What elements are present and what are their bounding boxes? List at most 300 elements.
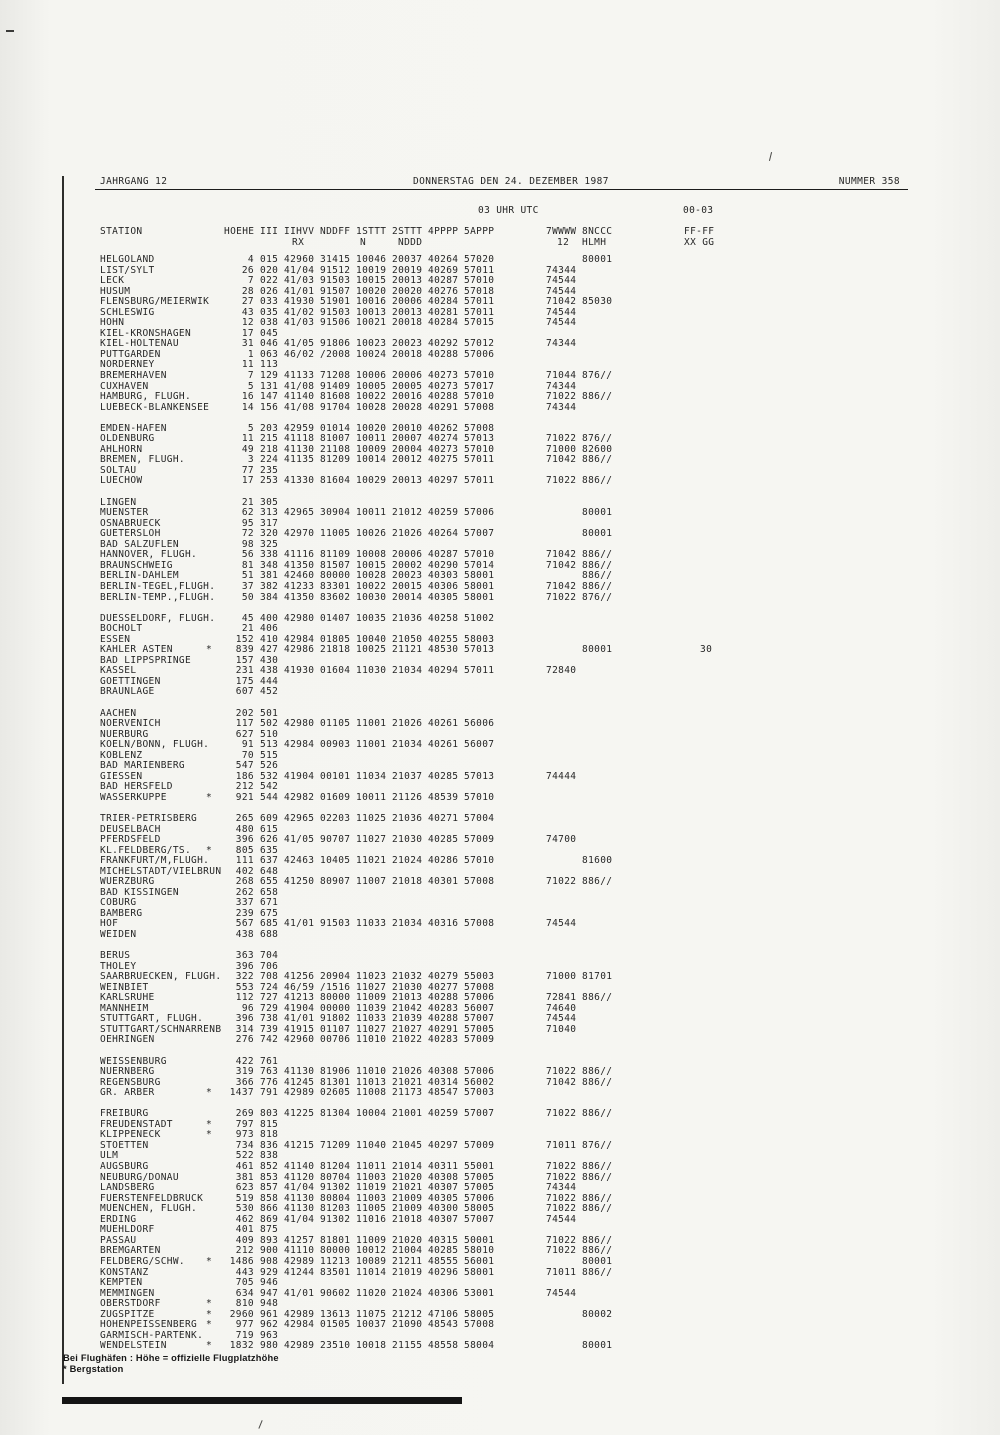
cell-t1: 10015 xyxy=(356,275,387,287)
cell-name: BAD HERSFELD xyxy=(100,781,173,793)
cell-t1: 10019 xyxy=(356,264,387,276)
cell-w7: 74344 xyxy=(546,264,577,276)
cell-t2: 21026 xyxy=(392,718,423,730)
station-table xyxy=(100,255,980,1352)
cell-n8: 876// xyxy=(582,370,613,382)
cell-nddff: 91503 xyxy=(320,918,351,930)
cell-p5: 57010 xyxy=(464,855,495,867)
cell-p4: 40305 xyxy=(428,591,459,603)
table-row xyxy=(100,666,980,677)
cell-t2: 20012 xyxy=(392,454,423,466)
table-row xyxy=(100,1194,980,1205)
cell-iii: 763 xyxy=(260,1066,279,1078)
table-row xyxy=(100,255,980,266)
cell-w7: 71011 xyxy=(546,1266,577,1278)
cell-iii: 325 xyxy=(260,538,279,550)
cell-iihvv: 41135 xyxy=(284,454,315,466)
cell-w7: 71042 xyxy=(546,549,577,561)
cell-name: FREUDENSTADT xyxy=(100,1118,173,1130)
cell-name: MUENCHEN, FLUGH. xyxy=(100,1203,198,1215)
col-n: N xyxy=(360,236,367,248)
cell-name: BERLIN-TEMP.,FLUGH. xyxy=(100,591,216,603)
cell-iii: 648 xyxy=(260,865,279,877)
cell-p5: 57008 xyxy=(464,401,495,413)
cell-p4: 40305 xyxy=(428,1192,459,1204)
cell-w7: 71000 xyxy=(546,443,577,455)
cell-p4: 40297 xyxy=(428,1139,459,1151)
cell-iii: 438 xyxy=(260,665,279,677)
cell-t1: 10011 xyxy=(356,433,387,445)
cell-hoehe: 117 xyxy=(235,718,254,730)
cell-p5: 51002 xyxy=(464,612,495,624)
cell-nddff: 23510 xyxy=(320,1340,351,1352)
cell-name: WEISSENBURG xyxy=(100,1055,167,1067)
cell-p5: 57020 xyxy=(464,254,495,265)
cell-iihvv: 41/02 xyxy=(284,306,315,318)
cell-t1: 10024 xyxy=(356,348,387,360)
cell-w7: 71022 xyxy=(546,1066,577,1078)
cell-t2: 21027 xyxy=(392,1023,423,1035)
cell-nddff: 01505 xyxy=(320,1319,351,1331)
cell-nddff: 81109 xyxy=(320,549,351,561)
table-row xyxy=(100,339,980,350)
cell-t2: 20005 xyxy=(392,380,423,392)
cell-iii: 658 xyxy=(260,886,279,898)
cell-p4: 40259 xyxy=(428,1108,459,1120)
cell-hoehe: 95 xyxy=(241,517,254,529)
cell-t1: 11010 xyxy=(356,1066,387,1078)
cell-iihvv: 41/05 xyxy=(284,338,315,350)
cell-p5: 57018 xyxy=(464,285,495,297)
cell-hoehe: 977 xyxy=(235,1319,254,1331)
cell-p5: 57005 xyxy=(464,1023,495,1035)
cell-t2: 20013 xyxy=(392,275,423,287)
cell-p4: 40285 xyxy=(428,770,459,782)
table-row xyxy=(100,740,980,751)
cell-p4: 48543 xyxy=(428,1319,459,1331)
cell-hoehe: 1 xyxy=(247,348,254,360)
cell-hoehe: 202 xyxy=(235,707,254,719)
cell-t1: 10022 xyxy=(356,391,387,403)
cell-nddff: /1516 xyxy=(320,981,351,993)
col-4pppp: 4PPPP xyxy=(428,226,459,237)
cell-iii: 671 xyxy=(260,897,279,909)
cell-p4: 40316 xyxy=(428,918,459,930)
cell-name: GUETERSLOH xyxy=(100,528,161,540)
cell-t1: 10018 xyxy=(356,1340,387,1352)
cell-p4: 40308 xyxy=(428,1171,459,1183)
cell-p4: 40273 xyxy=(428,380,459,392)
cell-t1: 11013 xyxy=(356,1076,387,1088)
cell-iii: 739 xyxy=(260,1023,279,1035)
cell-iii: 761 xyxy=(260,1055,279,1067)
table-row xyxy=(100,519,980,530)
cell-star: * xyxy=(206,844,213,856)
cell-p5: 57010 xyxy=(464,370,495,382)
group-gap xyxy=(100,1046,980,1057)
cell-hoehe: 438 xyxy=(235,929,254,940)
period-label: 00-03 xyxy=(683,205,714,216)
cell-hoehe: 3 xyxy=(247,454,254,466)
cell-nddff: 81203 xyxy=(320,1203,351,1215)
cell-t1: 11025 xyxy=(356,812,387,824)
cell-iii: 853 xyxy=(260,1171,279,1183)
cell-t2: 21026 xyxy=(392,528,423,540)
cell-p5: 58010 xyxy=(464,1245,495,1257)
masthead-rule xyxy=(95,189,908,190)
cell-hoehe: 797 xyxy=(235,1118,254,1130)
cell-star: * xyxy=(206,1118,213,1130)
cell-t2: 21034 xyxy=(392,918,423,930)
cell-name: WEIDEN xyxy=(100,929,137,940)
cell-name: OSNABRUECK xyxy=(100,517,161,529)
cell-p5: 57003 xyxy=(464,1087,495,1099)
cell-t2: 20013 xyxy=(392,475,423,487)
table-row xyxy=(100,846,980,857)
cell-nddff: 11005 xyxy=(320,528,351,540)
cell-name: BAD MARIENBERG xyxy=(100,760,185,772)
table-row xyxy=(100,687,980,698)
cell-nddff: 02203 xyxy=(320,812,351,824)
cell-iii: 406 xyxy=(260,623,279,635)
cell-n8: 886// xyxy=(582,559,613,571)
cell-t1: 11023 xyxy=(356,971,387,983)
cell-t1: 10028 xyxy=(356,401,387,413)
cell-iii: 501 xyxy=(260,707,279,719)
cell-p4: 40259 xyxy=(428,507,459,519)
cell-nddff: 91409 xyxy=(320,380,351,392)
cell-nddff: 91507 xyxy=(320,285,351,297)
cell-name: BERLIN-DAHLEM xyxy=(100,570,179,582)
cell-nddff: 91806 xyxy=(320,338,351,350)
cell-name: REGENSBURG xyxy=(100,1076,161,1088)
cell-iii: 626 xyxy=(260,834,279,846)
cell-n8: 80001 xyxy=(582,1340,613,1352)
cell-hoehe: 45 xyxy=(241,612,254,624)
cell-name: NOERVENICH xyxy=(100,718,161,730)
cell-star: * xyxy=(206,791,213,803)
cell-hoehe: 91 xyxy=(241,739,254,751)
cell-p5: 58001 xyxy=(464,580,495,592)
cell-hoehe: 381 xyxy=(235,1171,254,1183)
cell-hoehe: 719 xyxy=(235,1329,254,1341)
table-header-row-2 xyxy=(100,238,960,249)
cell-iihvv: 41930 xyxy=(284,665,315,677)
group-gap xyxy=(100,603,980,614)
table-row xyxy=(100,709,980,720)
cell-w7: 71022 xyxy=(546,1203,577,1215)
table-row xyxy=(100,1173,980,1184)
col-iihvv: IIHVV xyxy=(284,226,315,237)
table-row xyxy=(100,540,980,551)
cell-t2: 21013 xyxy=(392,992,423,1004)
cell-t2: 21009 xyxy=(392,1192,423,1204)
cell-t2: 20019 xyxy=(392,264,423,276)
cell-t2: 21155 xyxy=(392,1340,423,1352)
cell-t2: 21034 xyxy=(392,665,423,677)
cell-w7: 71042 xyxy=(546,559,577,571)
cell-nddff: 20904 xyxy=(320,971,351,983)
cell-hoehe: 49 xyxy=(241,443,254,455)
cell-iihvv: 41213 xyxy=(284,992,315,1004)
cell-name: FELDBERG/SCHW. xyxy=(100,1255,185,1267)
cell-t1: 10011 xyxy=(356,507,387,519)
table-row xyxy=(100,403,980,414)
cell-nddff: 71208 xyxy=(320,370,351,382)
cell-p4: 40288 xyxy=(428,992,459,1004)
cell-name: GR. ARBER xyxy=(100,1087,155,1099)
cell-p4: 40306 xyxy=(428,1287,459,1299)
cell-t2: 21009 xyxy=(392,1203,423,1215)
cell-p5: 57010 xyxy=(464,791,495,803)
table-row xyxy=(100,1067,980,1078)
table-row xyxy=(100,508,980,519)
cell-n8: 886// xyxy=(582,454,613,466)
cell-hoehe: 11 xyxy=(241,433,254,445)
cell-t2: 21001 xyxy=(392,1108,423,1120)
cell-p5: 57008 xyxy=(464,422,495,434)
cell-name: AUGSBURG xyxy=(100,1161,149,1173)
table-row xyxy=(100,593,980,604)
cell-p4: 40287 xyxy=(428,275,459,287)
cell-p5: 57011 xyxy=(464,475,495,487)
cell-name: BERUS xyxy=(100,950,131,962)
cell-name: CUXHAVEN xyxy=(100,380,149,392)
cell-t2: 21012 xyxy=(392,507,423,519)
cell-iihvv: 41130 xyxy=(284,1192,315,1204)
cell-name: KOBLENZ xyxy=(100,749,143,761)
cell-name: BOCHOLT xyxy=(100,623,143,635)
cell-nddff: 91503 xyxy=(320,306,351,318)
cell-hoehe: 269 xyxy=(235,1108,254,1120)
table-row xyxy=(100,1268,980,1279)
cell-p4: 40307 xyxy=(428,1213,459,1225)
cell-nddff: 10405 xyxy=(320,855,351,867)
cell-hoehe: 212 xyxy=(235,1245,254,1257)
cell-name: BREMEN, FLUGH. xyxy=(100,454,185,466)
cell-iii: 875 xyxy=(260,1224,279,1236)
col-nddd: NDDD xyxy=(398,236,423,248)
cell-t1: 11027 xyxy=(356,834,387,846)
cell-t2: 21173 xyxy=(392,1087,423,1099)
cell-iii: 838 xyxy=(260,1150,279,1162)
cell-hoehe: 2960 xyxy=(229,1308,254,1320)
cell-t1: 10028 xyxy=(356,570,387,582)
cell-name: WEINBIET xyxy=(100,981,149,993)
cell-hoehe: 409 xyxy=(235,1234,254,1246)
cell-hoehe: 401 xyxy=(235,1224,254,1236)
table-row xyxy=(100,962,980,973)
cell-p5: 57006 xyxy=(464,1066,495,1078)
cell-w7: 71022 xyxy=(546,1245,577,1257)
cell-iii: 313 xyxy=(260,507,279,519)
cell-w7: 71022 xyxy=(546,391,577,403)
cell-p4: 40264 xyxy=(428,528,459,540)
cell-p5: 57005 xyxy=(464,1182,495,1194)
cell-p4: 40315 xyxy=(428,1234,459,1246)
cell-p5: 58001 xyxy=(464,570,495,582)
cell-p5: 57010 xyxy=(464,391,495,403)
cell-t2: 21212 xyxy=(392,1308,423,1320)
cell-name: FREIBURG xyxy=(100,1108,149,1120)
cell-hoehe: 175 xyxy=(235,675,254,687)
cell-iihvv: 41244 xyxy=(284,1266,315,1278)
cell-w7: 71022 xyxy=(546,1108,577,1120)
cell-name: LECK xyxy=(100,275,125,287)
cell-iii: 218 xyxy=(260,443,279,455)
cell-name: LIST/SYLT xyxy=(100,264,155,276)
cell-p5: 57007 xyxy=(464,1013,495,1025)
cell-n8: 886// xyxy=(582,475,613,487)
cell-name: BAD KISSINGEN xyxy=(100,886,179,898)
cell-name: NUERNBERG xyxy=(100,1066,155,1078)
cell-p5: 57013 xyxy=(464,770,495,782)
cell-w7: 71042 xyxy=(546,580,577,592)
cell-p4: 40284 xyxy=(428,317,459,329)
cell-p5: 57007 xyxy=(464,1108,495,1120)
cell-iihvv: 41/04 xyxy=(284,1182,315,1194)
table-row xyxy=(100,761,980,772)
cell-iii: 045 xyxy=(260,327,279,339)
cell-w7: 71042 xyxy=(546,296,577,308)
cell-name: NEUBURG/DONAU xyxy=(100,1171,179,1183)
cell-iihvv: 41110 xyxy=(284,1245,315,1257)
cell-n8: 886// xyxy=(582,1245,613,1257)
table-row xyxy=(100,1025,980,1036)
cell-iii: 384 xyxy=(260,591,279,603)
cell-iii: 131 xyxy=(260,380,279,392)
cell-hoehe: 21 xyxy=(241,623,254,635)
cell-p4: 40285 xyxy=(428,834,459,846)
table-row xyxy=(100,318,980,329)
cell-name: OLDENBURG xyxy=(100,433,155,445)
cell-hoehe: 314 xyxy=(235,1023,254,1035)
cell-hoehe: 276 xyxy=(235,1034,254,1046)
cell-hoehe: 973 xyxy=(235,1129,254,1141)
cell-p5: 58004 xyxy=(464,1340,495,1352)
cell-hoehe: 1486 xyxy=(229,1255,254,1267)
cell-iii: 869 xyxy=(260,1213,279,1225)
cell-iihvv: 41257 xyxy=(284,1234,315,1246)
cell-w7: 71040 xyxy=(546,1023,577,1035)
cell-n8: 886// xyxy=(582,1266,613,1278)
cell-t1: 11040 xyxy=(356,1139,387,1151)
cell-hoehe: 396 xyxy=(235,1013,254,1025)
cell-name: HUSUM xyxy=(100,285,131,297)
cell-star: * xyxy=(206,1340,213,1352)
cell-w7: 72840 xyxy=(546,665,577,677)
cell-w7: 74544 xyxy=(546,918,577,930)
cell-p4: 40288 xyxy=(428,391,459,403)
table-row xyxy=(100,1057,980,1068)
cell-hoehe: 567 xyxy=(235,918,254,930)
cell-iii: 946 xyxy=(260,1277,279,1289)
cell-hoehe: 21 xyxy=(241,496,254,508)
group-gap xyxy=(100,1099,980,1110)
cell-hoehe: 363 xyxy=(235,950,254,962)
cell-hoehe: 186 xyxy=(235,770,254,782)
cell-name: BRAUNSCHWEIG xyxy=(100,559,173,571)
cell-t1: 11007 xyxy=(356,876,387,888)
cell-star: * xyxy=(206,644,213,656)
cell-name: MUEHLDORF xyxy=(100,1224,155,1236)
cell-t1: 11003 xyxy=(356,1192,387,1204)
cell-name: STUTTGART/SCHNARRENB xyxy=(100,1023,222,1035)
cell-p4: 40283 xyxy=(428,1034,459,1046)
cell-p4: 40269 xyxy=(428,264,459,276)
scan-artifact-tick-bottom xyxy=(258,1420,263,1429)
table-row xyxy=(100,1035,980,1046)
table-row xyxy=(100,656,980,667)
observation-time-label: 03 UHR UTC xyxy=(478,205,539,216)
cell-iii: 742 xyxy=(260,1034,279,1046)
table-row xyxy=(100,561,980,572)
table-row xyxy=(100,1004,980,1015)
cell-p5: 57006 xyxy=(464,507,495,519)
table-row xyxy=(100,1109,980,1120)
cell-iii: 544 xyxy=(260,791,279,803)
cell-name: ERDING xyxy=(100,1213,137,1225)
cell-p4: 40296 xyxy=(428,1266,459,1278)
cell-iihvv: 42989 xyxy=(284,1340,315,1352)
table-row xyxy=(100,382,980,393)
cell-iii: 510 xyxy=(260,728,279,740)
table-row xyxy=(100,877,980,888)
cell-nddff: 80804 xyxy=(320,1192,351,1204)
cell-iii: 147 xyxy=(260,391,279,403)
cell-nddff: 91506 xyxy=(320,317,351,329)
group-gap xyxy=(100,698,980,709)
cell-iihvv: 41330 xyxy=(284,475,315,487)
cell-name: WUERZBURG xyxy=(100,876,155,888)
cell-w7: 74344 xyxy=(546,380,577,392)
cell-n8: 886// xyxy=(582,391,613,403)
cell-w7: 74544 xyxy=(546,275,577,287)
cell-name: MUENSTER xyxy=(100,507,149,519)
cell-n8: 886// xyxy=(582,549,613,561)
cell-hoehe: 4 xyxy=(247,254,254,265)
cell-iii: 400 xyxy=(260,612,279,624)
cell-w7: 74344 xyxy=(546,338,577,350)
cell-hoehe: 462 xyxy=(235,1213,254,1225)
cell-iihvv: 41233 xyxy=(284,580,315,592)
cell-p4: 40281 xyxy=(428,306,459,318)
cell-name: PUTTGARDEN xyxy=(100,348,161,360)
table-row xyxy=(100,550,980,561)
cell-name: MANNHEIM xyxy=(100,1002,149,1014)
cell-nddff: 71209 xyxy=(320,1139,351,1151)
cell-hoehe: 12 xyxy=(241,317,254,329)
cell-t1: 10020 xyxy=(356,422,387,434)
cell-w7: 71022 xyxy=(546,1192,577,1204)
cell-t2: 20018 xyxy=(392,317,423,329)
cell-t2: 20002 xyxy=(392,559,423,571)
cell-iihvv: 46/59 xyxy=(284,981,315,993)
cell-name: LINGEN xyxy=(100,496,137,508)
cell-iii: 382 xyxy=(260,580,279,592)
cell-iii: 708 xyxy=(260,971,279,983)
cell-nddff: 81507 xyxy=(320,559,351,571)
cell-name: OEHRINGEN xyxy=(100,1034,155,1046)
cell-iii: 038 xyxy=(260,317,279,329)
cell-iii: 852 xyxy=(260,1161,279,1173)
cell-hoehe: 77 xyxy=(241,464,254,476)
cell-iii: 320 xyxy=(260,528,279,540)
cell-t1: 11039 xyxy=(356,1002,387,1014)
table-row xyxy=(100,930,980,941)
table-row xyxy=(100,793,980,804)
cell-p5: 57010 xyxy=(464,275,495,287)
